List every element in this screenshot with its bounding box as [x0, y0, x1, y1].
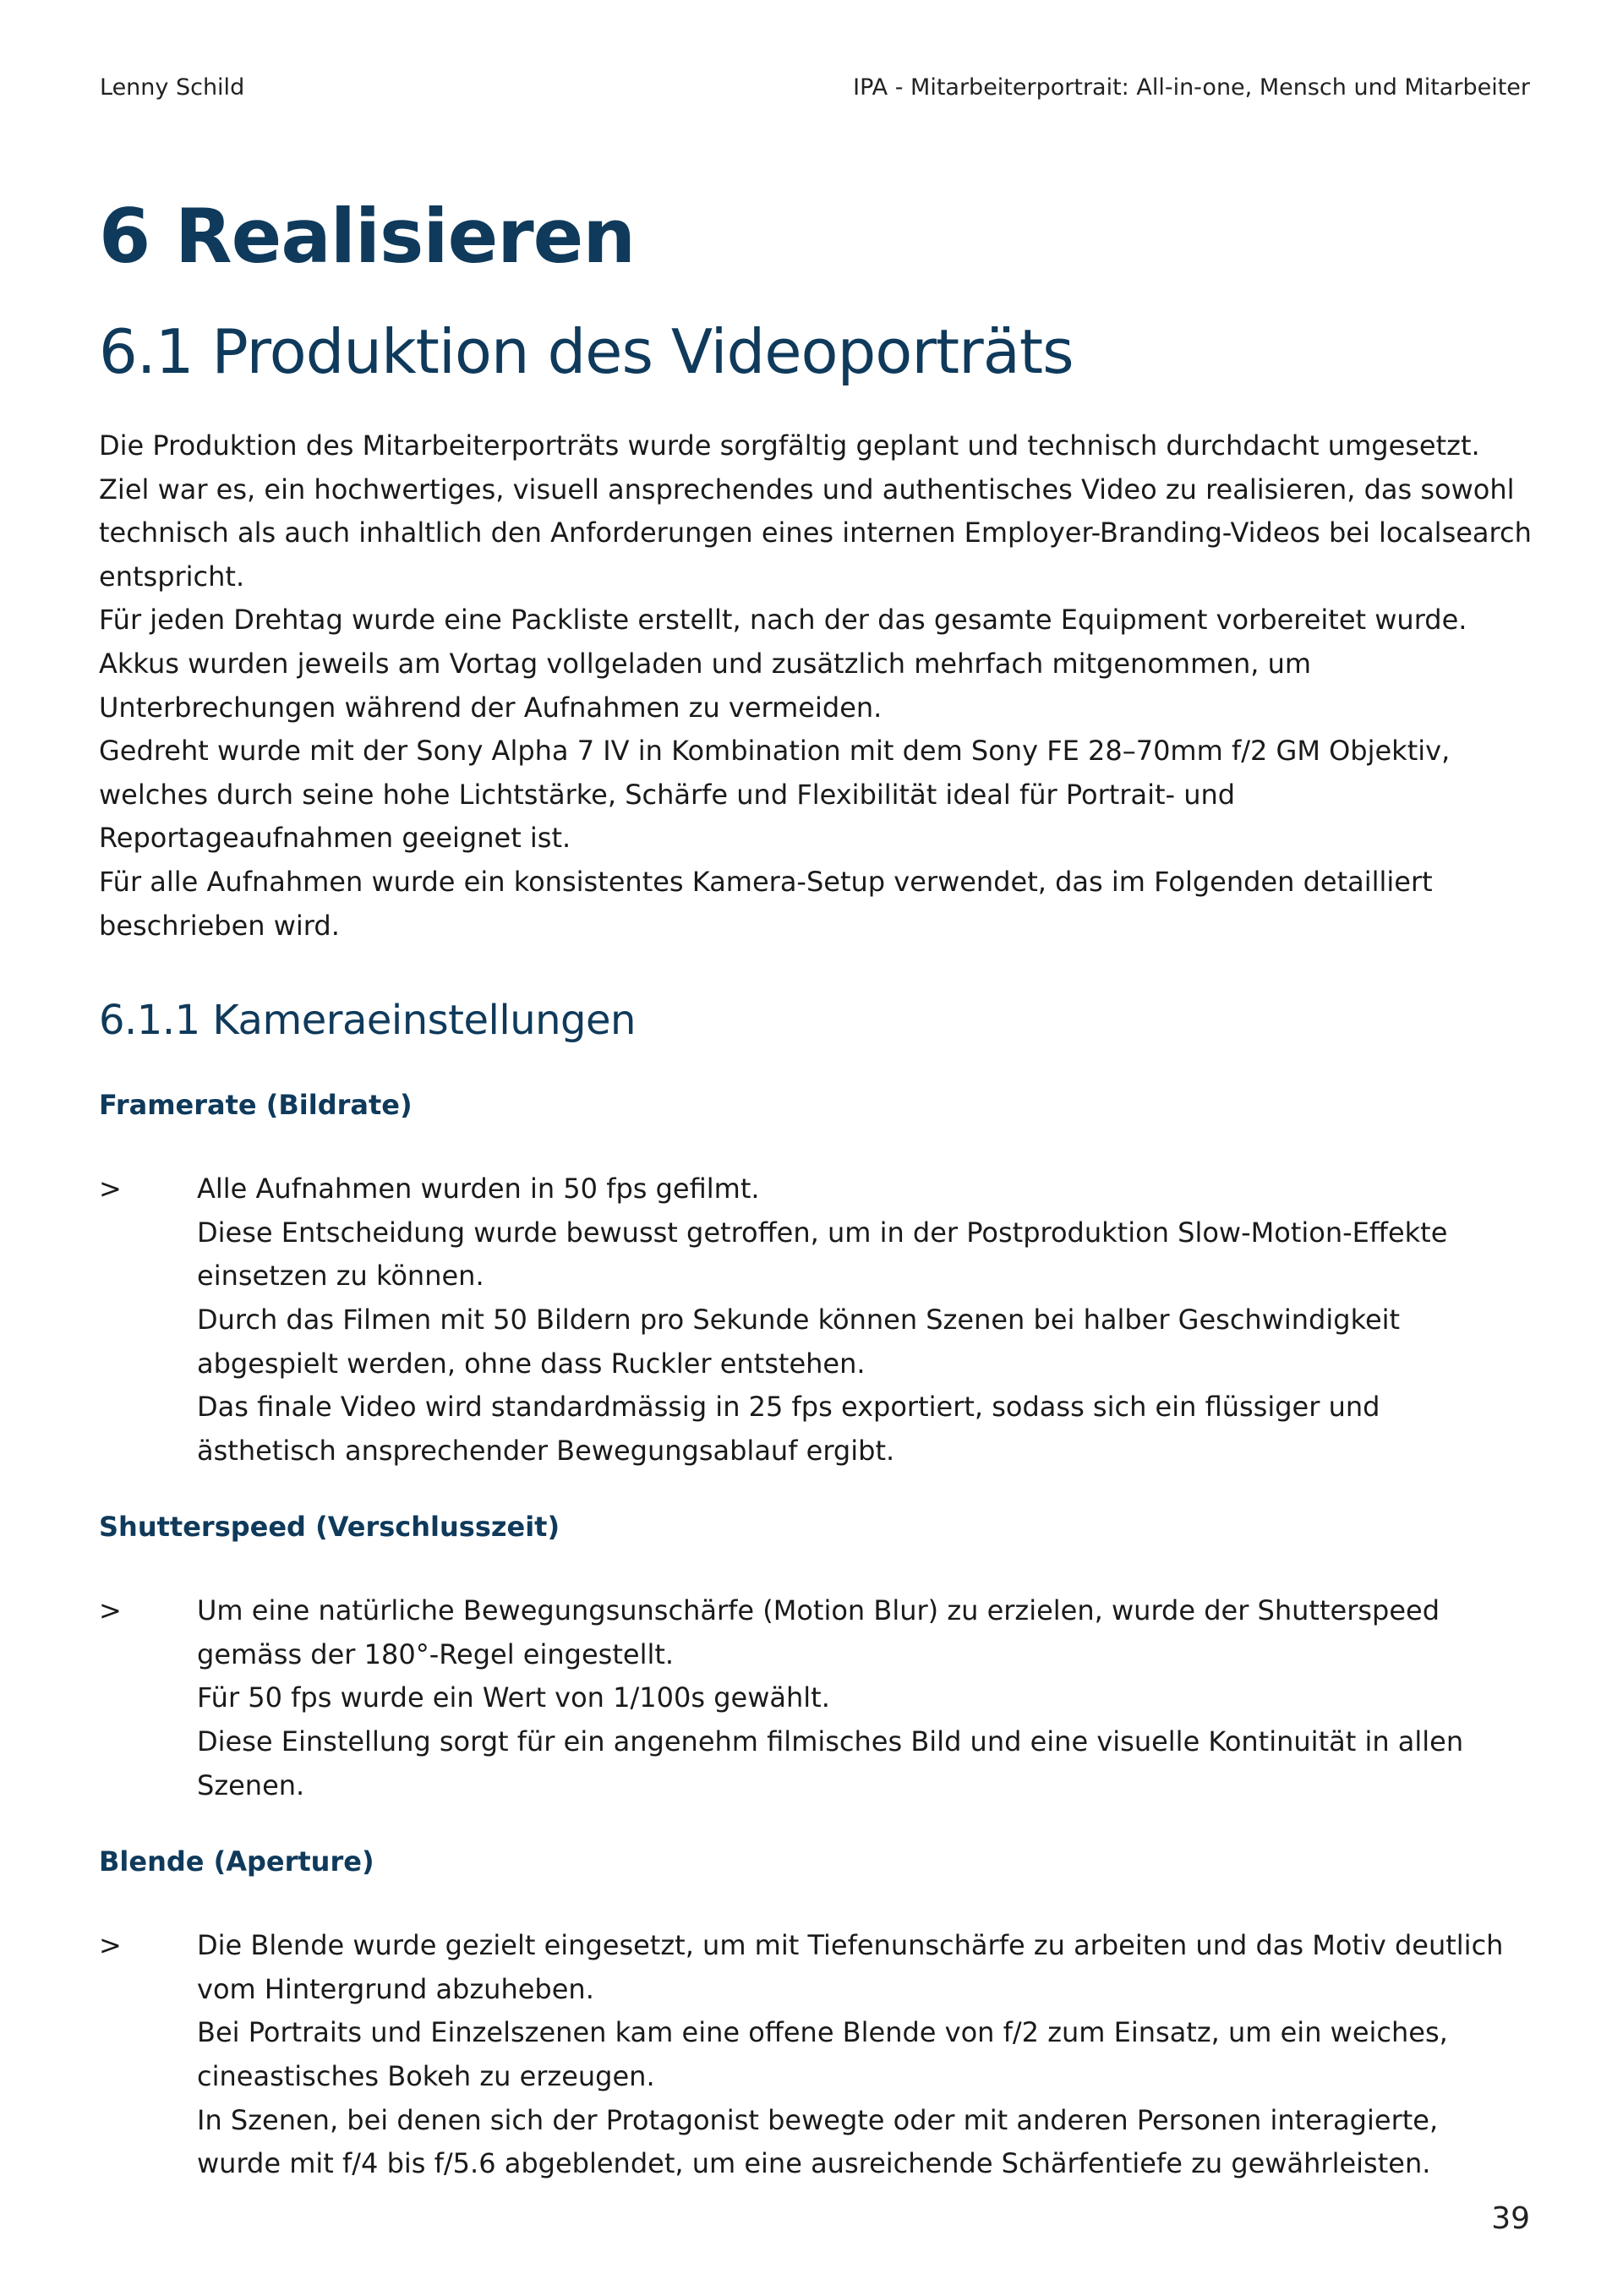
bullet-line: Für 50 fps wurde ein Wert von 1/100s gewählt. — [197, 1681, 830, 1714]
bullet-line: Bei Portraits und Einzelszenen kam eine offene Blende von f/2 zum Einsatz, um ein weiches, cineastisches Bokeh zu erzeugen. — [197, 2016, 1448, 2093]
intro-paragraph: Gedreht wurde mit der Sony Alpha 7 IV in Kombination mit dem Sony FE 28–70mm f/2 GM Objektiv, welches durch seine hohe Lichtstärke, Schärfe und Flexibilität ideal für Portrait- und Reportageaufnahmen geeignet ist. — [99, 735, 1451, 855]
intro-paragraph: Ziel war es, ein hochwertiges, visuell ansprechendes und authentisches Video zu realisieren, das sowohl technisch als auch inhaltlich den Anforderungen eines internen Employer-Branding-Videos bei localsearch entspricht. — [99, 473, 1532, 593]
bullet-marker: > — [99, 1929, 122, 1962]
intro-paragraph: Akkus wurden jeweils am Vortag vollgeladen und zusätzlich mehrfach mitgenommen, um Unterbrechungen während der Aufnahmen zu vermeiden. — [99, 647, 1312, 724]
bullet-line: Alle Aufnahmen wurden in 50 fps gefilmt. — [197, 1173, 760, 1205]
bullet-line: Diese Einstellung sorgt für ein angenehm filmisches Bild und eine visuelle Kontinuität in allen Szenen. — [197, 1725, 1464, 1801]
section-title: 6.1 Produktion des Videoporträts — [99, 316, 1074, 387]
bullet-line: In Szenen, bei denen sich der Protagonist bewegte oder mit anderen Personen interagierte, wurde mit f/4 bis f/5.6 abgeblendet, um eine ausreichende Schärfentiefe zu gewährleisten. — [197, 2103, 1439, 2180]
bullet-line: Das finale Video wird standardmässig in 25 fps exportiert, sodass sich ein flüssiger und ästhetisch ansprechender Bewegungsablauf ergibt. — [197, 1391, 1380, 1467]
bullet-marker: > — [99, 1594, 122, 1627]
bullet-line: Um eine natürliche Bewegungsunschärfe (Motion Blur) zu erzielen, wurde der Shutterspeed gemäss der 180°-Regel eingestellt. — [197, 1594, 1440, 1670]
page-content — [99, 178, 1536, 2186]
subsection-title: 6.1.1 Kameraeinstellungen — [99, 997, 636, 1045]
aperture-bullet — [99, 1924, 1524, 2186]
shutterspeed-bullet — [99, 1589, 1524, 1807]
intro-text — [99, 424, 1536, 948]
bullet-line: Durch das Filmen mit 50 Bildern pro Sekunde können Szenen bei halber Geschwindigkeit abgespielt werden, ohne dass Ruckler entstehen. — [197, 1303, 1401, 1380]
shutterspeed-heading: Shutterspeed (Verschlusszeit) — [99, 1511, 560, 1544]
intro-paragraph: Für jeden Drehtag wurde eine Packliste erstellt, nach der das gesamte Equipment vorbereitet wurde. — [99, 604, 1467, 637]
chapter-title: 6 Realisieren — [99, 193, 635, 280]
framerate-heading: Framerate (Bildrate) — [99, 1089, 413, 1122]
aperture-heading: Blende (Aperture) — [99, 1845, 374, 1878]
header-document-title: IPA - Mitarbeiterportrait: All-in-one, Mensch und Mitarbeiter — [853, 74, 1530, 101]
intro-paragraph: Für alle Aufnahmen wurde ein konsistentes Kamera-Setup verwendet, das im Folgenden detailliert beschrieben wird. — [99, 865, 1433, 942]
page-header — [100, 74, 1530, 108]
bullet-line: Die Blende wurde gezielt eingesetzt, um mit Tiefenunschärfe zu arbeiten und das Motiv deutlich vom Hintergrund abzuheben. — [197, 1929, 1504, 2005]
bullet-marker: > — [99, 1173, 122, 1205]
intro-paragraph: Die Produktion des Mitarbeiterporträts wurde sorgfältig geplant und technisch durchdacht umgesetzt. — [99, 429, 1480, 462]
bullet-line: Diese Entscheidung wurde bewusst getroffen, um in der Postproduktion Slow-Motion-Effekte einsetzen zu können. — [197, 1216, 1448, 1293]
page-number: 39 — [1491, 2201, 1530, 2236]
framerate-bullet — [99, 1167, 1524, 1473]
header-author: Lenny Schild — [100, 74, 245, 101]
